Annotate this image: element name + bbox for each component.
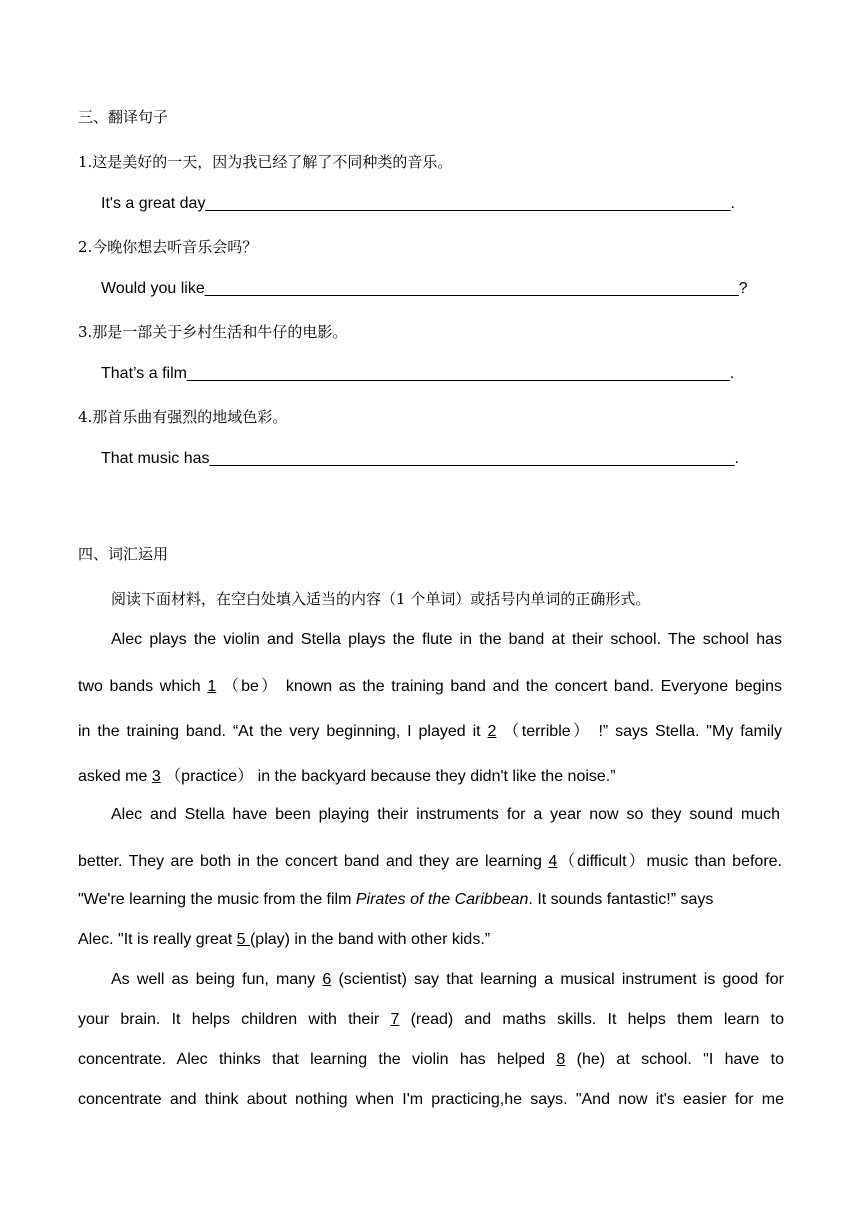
q3-end: . [729,365,735,382]
passage-line-10: your brain. It helps children with their 7 (read) and maths skills. It helps them learn to [78,1011,784,1028]
q4-answer-line[interactable] [101,450,739,468]
section3-heading: 三、翻译句子 [78,108,169,126]
blank-2[interactable]: 2 [487,723,497,740]
q4-prefix: That music has [101,450,210,467]
blank-1[interactable]: 1 [207,678,217,695]
passage-line-7: "We're learning the music from the film Pirates of the Caribbean. It sounds fantastic!” says [78,891,714,908]
q1-prefix: It's a great day [101,195,206,212]
blank-5[interactable]: 5 [236,931,250,948]
q1-end: . [730,195,735,212]
passage-line-4: asked me 3 （practice） in the backyard because they didn't like the noise.” [78,768,616,785]
q2-end: ? [738,280,748,297]
section4-heading: 四、词汇运用 [78,545,169,563]
q3-prefix: That’s a film [101,365,187,382]
blank-8[interactable]: 8 [556,1051,566,1068]
q4-blank[interactable]: ___________________________________________________________ [209,450,735,467]
blank-3[interactable]: 3 [151,768,161,785]
q2-blank[interactable]: ____________________________________________________________ [204,280,739,297]
q1-answer-line[interactable] [101,195,735,213]
q2-answer-line[interactable] [101,280,748,298]
blank-6[interactable]: 6 [322,971,332,988]
blank-4[interactable]: 4 [548,853,558,870]
q3-chinese: 3.那是一部关于乡村生活和牛仔的电影。 [78,323,348,341]
q4-end: . [734,450,739,467]
q1-blank[interactable]: ___________________________________________________________ [205,195,731,212]
passage-line-9: As well as being fun, many 6 (scientist) say that learning a musical instrument is good for [111,971,784,988]
q3-blank[interactable]: _____________________________________________________________ [186,365,730,382]
passage-line-2: two bands which 1 （be） known as the training band and the concert band. Everyone begins [78,678,782,695]
q2-chinese: 2.今晚你想去听音乐会吗？ [78,238,258,256]
passage-line-3: in the training band. “At the very beginning, I played it 2 （terrible） !” says Stella. "My family [78,723,782,740]
q3-answer-line[interactable] [101,365,734,383]
passage-line-11: concentrate. Alec thinks that learning the violin has helped 8 (he) at school. "I have to [78,1051,785,1068]
passage-line-5: Alec and Stella have been playing their instruments for a year now so they sound much [111,806,780,823]
q1-chinese: 1.这是美好的一天，因为我已经了解了不同种类的音乐。 [78,153,453,171]
passage-line-12: concentrate and think about nothing when I'm practicing,he says. "And now it's easier for me [78,1091,784,1108]
passage-line-8: Alec. "It is really great 5 (play) in the band with other kids.” [78,931,491,948]
blank-7[interactable]: 7 [390,1011,400,1028]
q4-chinese: 4.那首乐曲有强烈的地域色彩。 [78,408,288,426]
section4-instruction: 阅读下面材料，在空白处填入适当的内容（1 个单词）或括号内单词的正确形式。 [111,590,651,608]
passage-line-6: better. They are both in the concert band and they are learning 4（difficult）music than before. [78,853,782,870]
film-title: Pirates of the Caribbean [355,891,529,908]
q2-prefix: Would you like [101,280,205,297]
passage-line-1: Alec plays the violin and Stella plays the flute in the band at their school. The school has [111,631,782,648]
